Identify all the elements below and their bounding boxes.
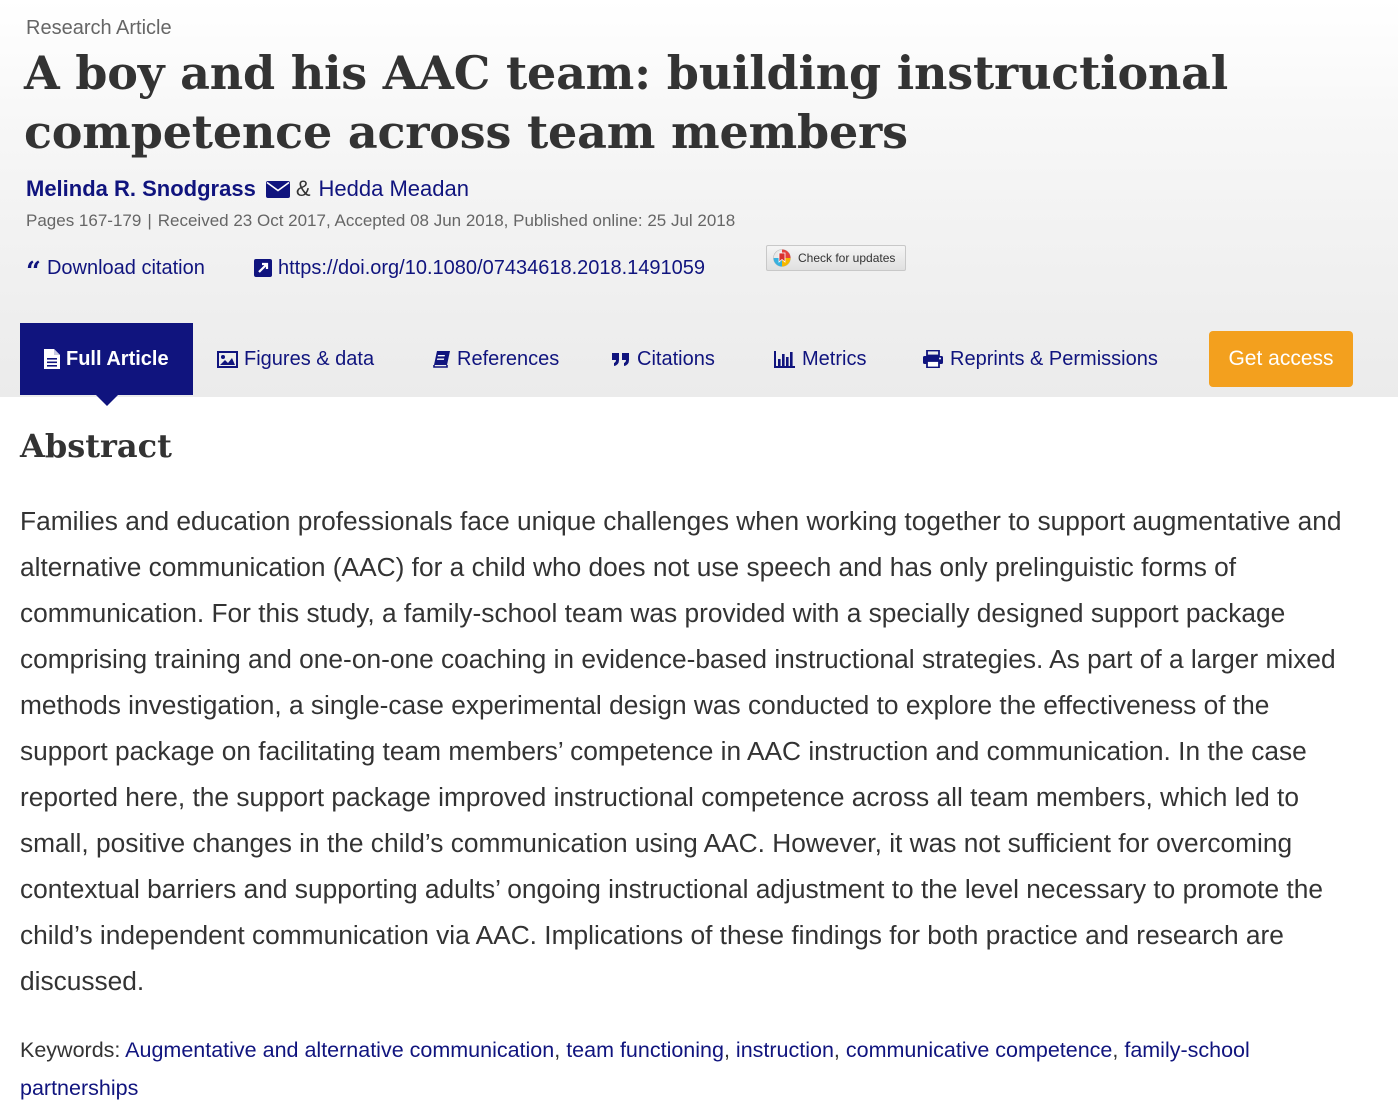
author-link-secondary[interactable]: Hedda Meadan — [318, 176, 469, 201]
page-range: Pages 167-179 — [26, 211, 142, 230]
abstract-text: Families and education professionals face unique challenges when working together to support augmentative and alternative communication (AAC) for a child who does not use speech and has only prelinguistic forms of communication. For this study, a family-school team was provided with a specially designed support package comprising training and one-on-one coaching in evidence-based instructional strategies. As part of a larger mixed methods investigation, a single-case experimental design was conducted to explore the effectiveness of the support package on facilitating team members’ competence in AAC instruction and communication. In the case reported here, the support package improved instructional competence across all team members, which led to small, positive changes in the child’s communication using AAC. However, it was not sufficient for overcoming contextual barriers and supporting adults’ ongoing instructional adjustment to the level necessary to promote the child’s independent communication via AAC. Implications of these findings for both practice and research are discussed. — [20, 506, 1342, 996]
check-for-updates-label: Check for updates — [798, 251, 896, 265]
check-for-updates-button[interactable] — [766, 245, 906, 271]
download-citation-link[interactable] — [26, 254, 205, 287]
tab-references[interactable] — [433, 323, 559, 395]
bar-chart-icon — [774, 350, 796, 368]
book-icon — [433, 350, 451, 368]
author-link-primary[interactable]: Melinda R. Snodgrass — [26, 176, 256, 201]
tab-full-article-label: Full Article — [66, 347, 169, 370]
download-citation-label: Download citation — [46, 256, 205, 279]
doi-link[interactable] — [254, 254, 705, 282]
article-type: Research Article — [26, 17, 172, 39]
keyword-link[interactable]: instruction — [735, 1038, 834, 1062]
keyword-link[interactable]: Augmentative and alternative communication — [125, 1038, 555, 1062]
author-separator: & — [295, 176, 311, 201]
tab-figures-data-label: Figures & data — [244, 347, 375, 370]
keyword-separator: , — [833, 1038, 840, 1062]
printer-icon — [922, 350, 944, 368]
keyword-separator: , — [554, 1038, 561, 1062]
publication-meta — [26, 211, 735, 231]
document-icon — [44, 349, 60, 369]
external-link-icon — [254, 259, 272, 277]
crossmark-icon — [773, 249, 791, 267]
tab-reprints-permissions[interactable] — [922, 323, 1158, 395]
active-tab-pointer — [96, 395, 118, 406]
tab-metrics[interactable] — [774, 323, 866, 395]
publication-dates: Received 23 Oct 2017, Accepted 08 Jun 2018, Published online: 25 Jul 2018 — [157, 211, 736, 230]
tab-full-article[interactable] — [20, 323, 193, 395]
meta-separator: | — [147, 211, 152, 230]
author-list — [26, 176, 469, 202]
tab-citations-label: Citations — [637, 347, 715, 370]
mail-icon[interactable] — [266, 181, 290, 198]
keyword-link[interactable]: communicative competence — [845, 1038, 1113, 1062]
quote-icon — [611, 351, 631, 367]
tab-figures-data[interactable] — [217, 323, 374, 395]
article-title: A boy and his AAC team: building instructional competence across team members — [24, 46, 1229, 159]
article-tabs — [20, 323, 1360, 395]
tab-references-label: References — [457, 347, 560, 370]
image-icon — [217, 351, 238, 368]
keyword-link[interactable]: team functioning — [566, 1038, 724, 1062]
tab-citations[interactable] — [611, 323, 715, 395]
doi-label: https://doi.org/10.1080/07434618.2018.1491059 — [278, 256, 706, 279]
keyword-separator: , — [1112, 1038, 1119, 1062]
keyword-separator: , — [723, 1038, 730, 1062]
keyword-link[interactable]: family-school partnerships — [20, 1038, 1250, 1100]
tab-reprints-permissions-label: Reprints & Permissions — [950, 347, 1158, 370]
get-access-button[interactable]: Get access — [1209, 331, 1353, 387]
abstract-heading: Abstract — [20, 427, 172, 465]
tab-metrics-label: Metrics — [802, 347, 867, 370]
keywords — [20, 1031, 1320, 1107]
quote-icon: “ — [26, 257, 41, 287]
keywords-label: Keywords: — [20, 1038, 121, 1062]
